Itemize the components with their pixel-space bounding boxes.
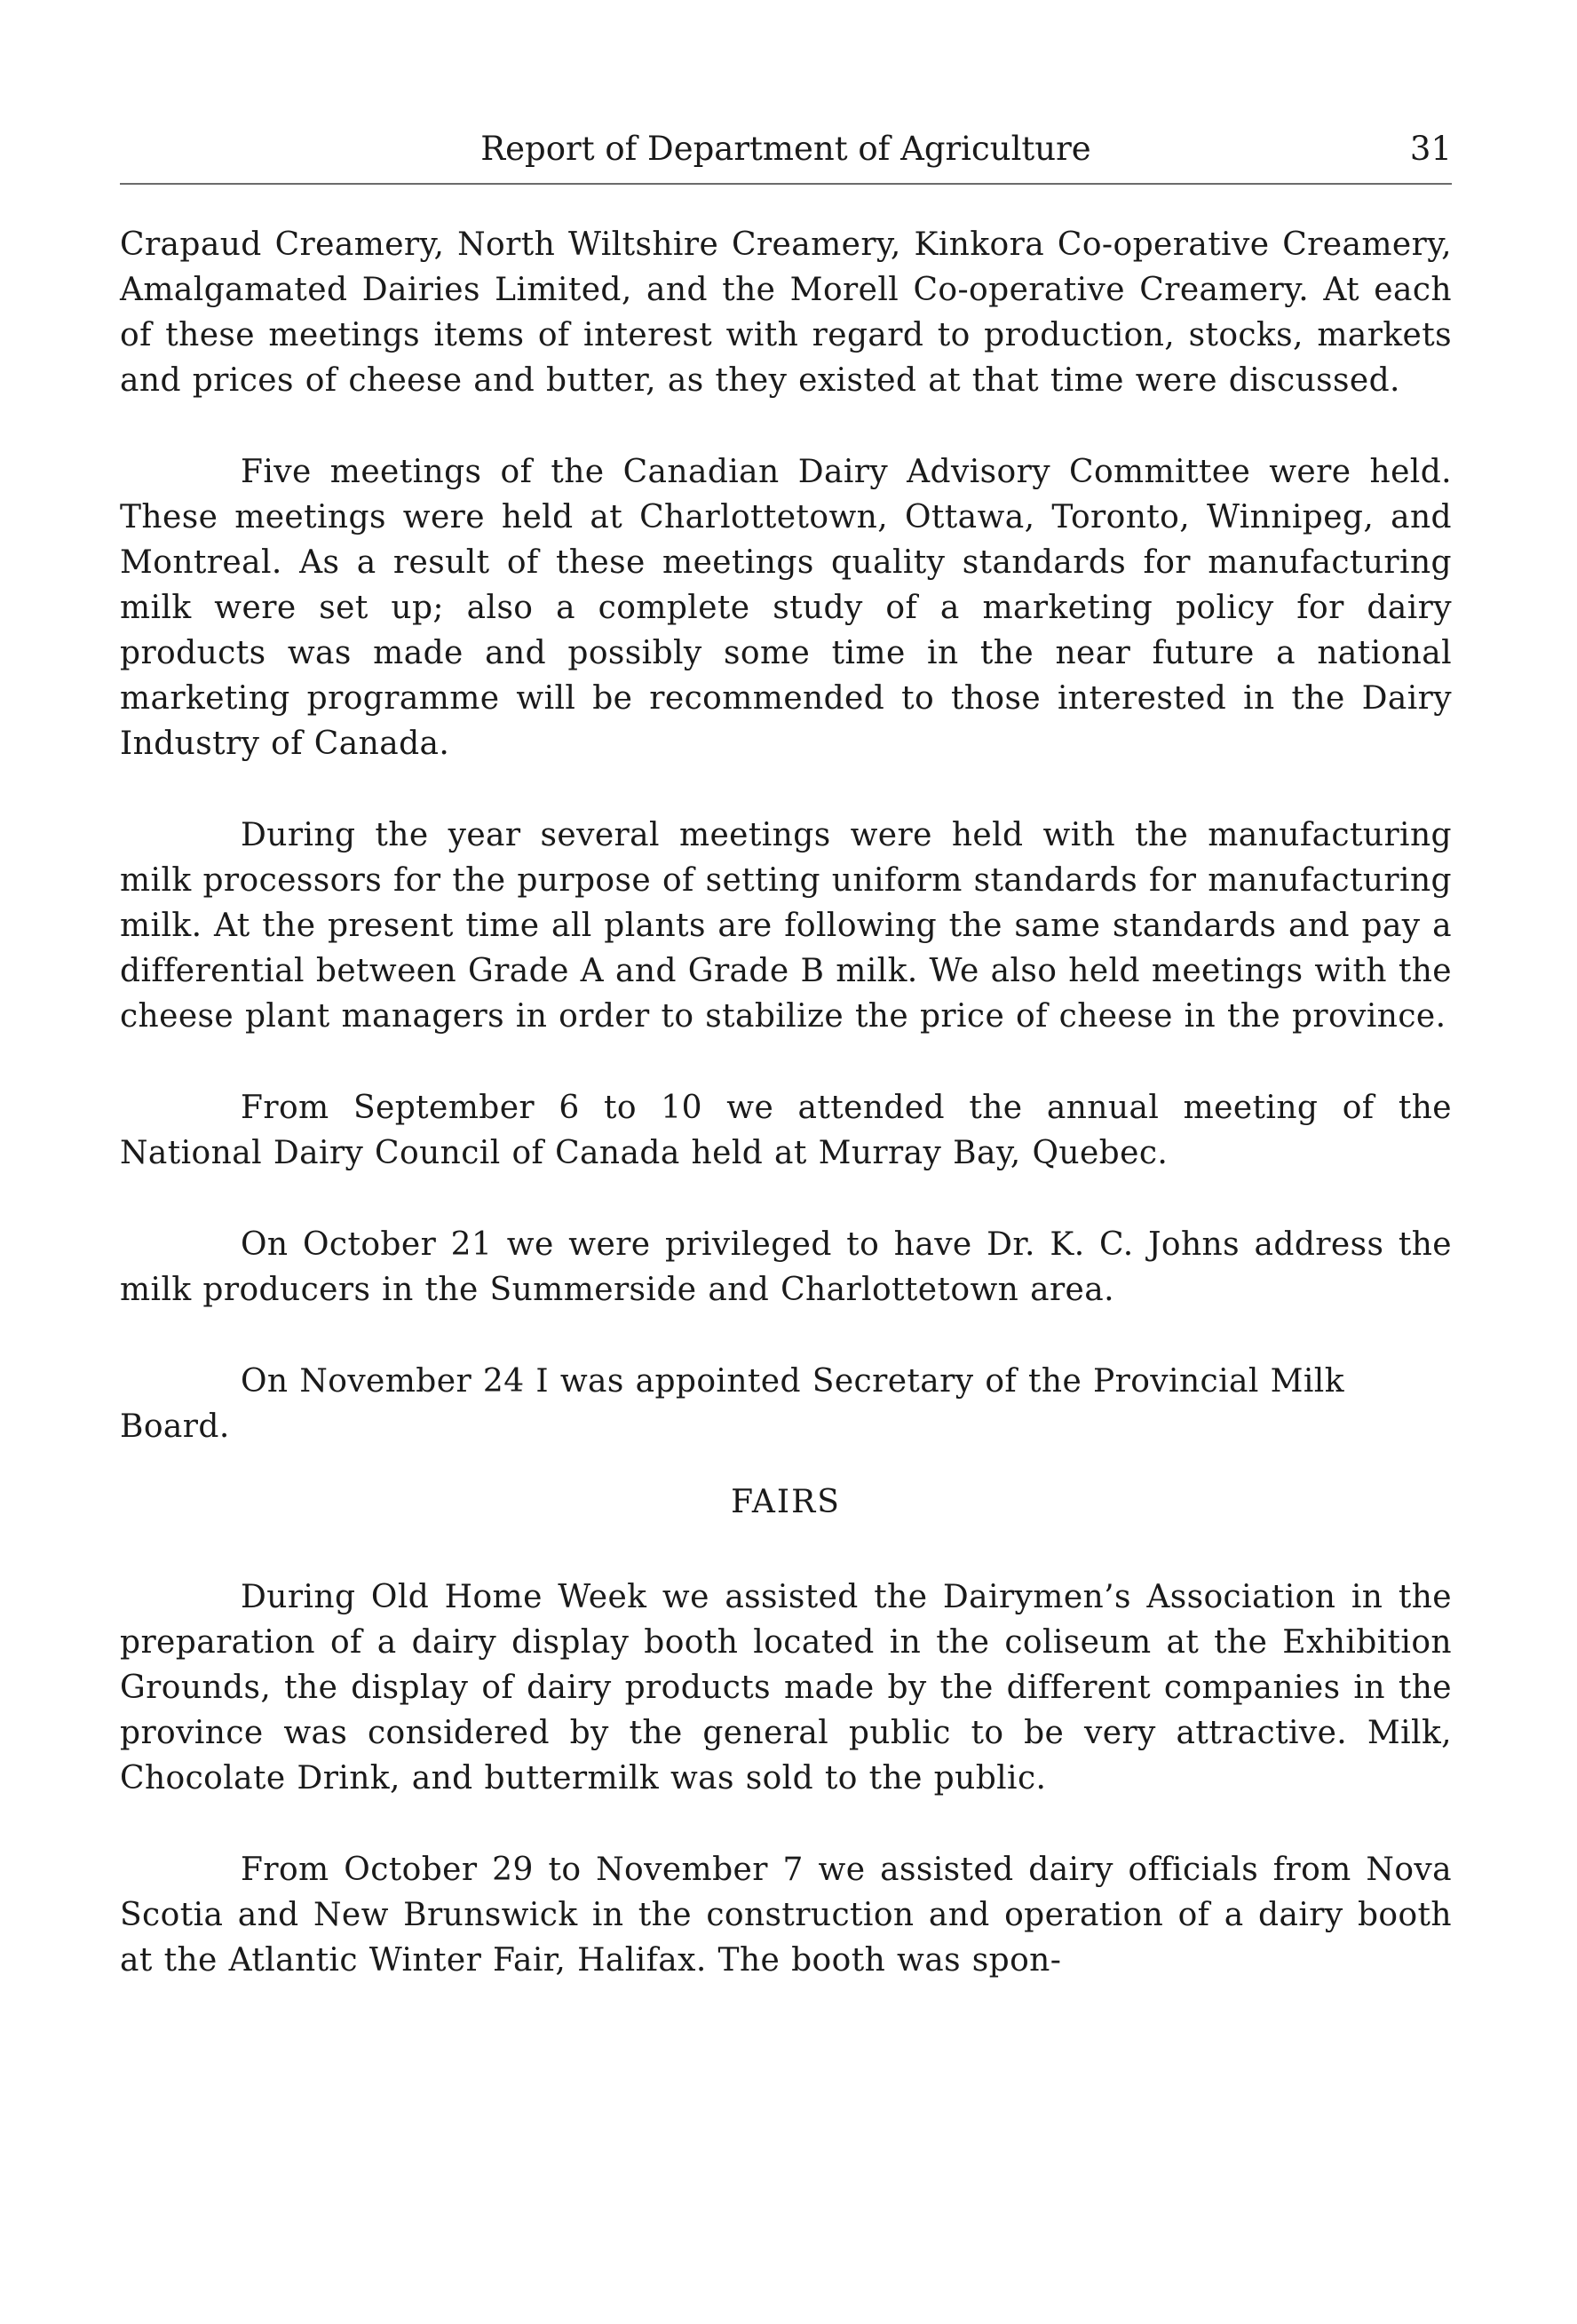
body-text <box>120 222 1452 1983</box>
page-number: 31 <box>1409 130 1452 168</box>
paragraph-dr-johns: On October 21 we were privileged to have Dr. K. C. Johns address the milk producers in the Summerside and Charlottetown area. <box>120 1226 1452 1308</box>
document-page <box>120 123 1452 2029</box>
running-title: Report of Department of Agriculture <box>480 130 1091 168</box>
paragraph-advisory-committee: Five meetings of the Canadian Dairy Advisory Committee were held. These meetings were held at Charlottetown, Ottawa, Toronto, Winnipeg, and Montreal. As a result of these meetings quality standards for manufacturing milk were set up; also a complete study of a marketing policy for dairy products was made and possibly some time in the near future a national marketing programme will be recommended to those interested in the Dairy Industry of Canada. <box>120 454 1452 762</box>
milk-board-line-1: On November 24 I was appointed Secretary of the Provincial Milk <box>241 1363 1344 1400</box>
paragraph-manufacturing-milk: During the year several meetings were held with the manufacturing milk processors for the purpose of setting uniform standards for manufacturing milk. At the present time all plants are following the same standards and pay a differential between Grade A and Grade B milk. We also held meetings with the cheese plant managers in order to stabilize the price of cheese in the province. <box>120 817 1452 1035</box>
paragraph-creameries: Crapaud Creamery, North Wiltshire Creamery, Kinkora Co-operative Creamery, Amalgamated Dairies Limited, and the Morell Co-operative Creamery. At each of these meetings items of interest with regard to production, stocks, markets and prices of cheese and butter, as they existed at that time were discussed. <box>120 226 1452 399</box>
paragraph-atlantic-winter-fair: From October 29 to November 7 we assisted dairy officials from Nova Scotia and New Brunswick in the construction and operation of a dairy booth at the Atlantic Winter Fair, Halifax. The booth was spon- <box>120 1852 1452 1979</box>
milk-board-line-2: Board. <box>120 1408 230 1445</box>
paragraph-milk-board <box>120 1359 1452 1449</box>
header-rule <box>120 183 1452 185</box>
paragraph-national-dairy-council: From September 6 to 10 we attended the annual meeting of the National Dairy Council of Canada held at Murray Bay, Quebec. <box>120 1090 1452 1171</box>
section-heading-fairs: FAIRS <box>731 1484 841 1520</box>
running-header <box>120 123 1452 176</box>
paragraph-old-home-week: During Old Home Week we assisted the Dairymen’s Association in the preparation of a dairy display booth located in the coliseum at the Exhibition Grounds, the display of dairy products made by the different companies in the province was considered by the general public to be very attractive. Milk, Chocolate Drink, and buttermilk was sold to the public. <box>120 1579 1452 1797</box>
